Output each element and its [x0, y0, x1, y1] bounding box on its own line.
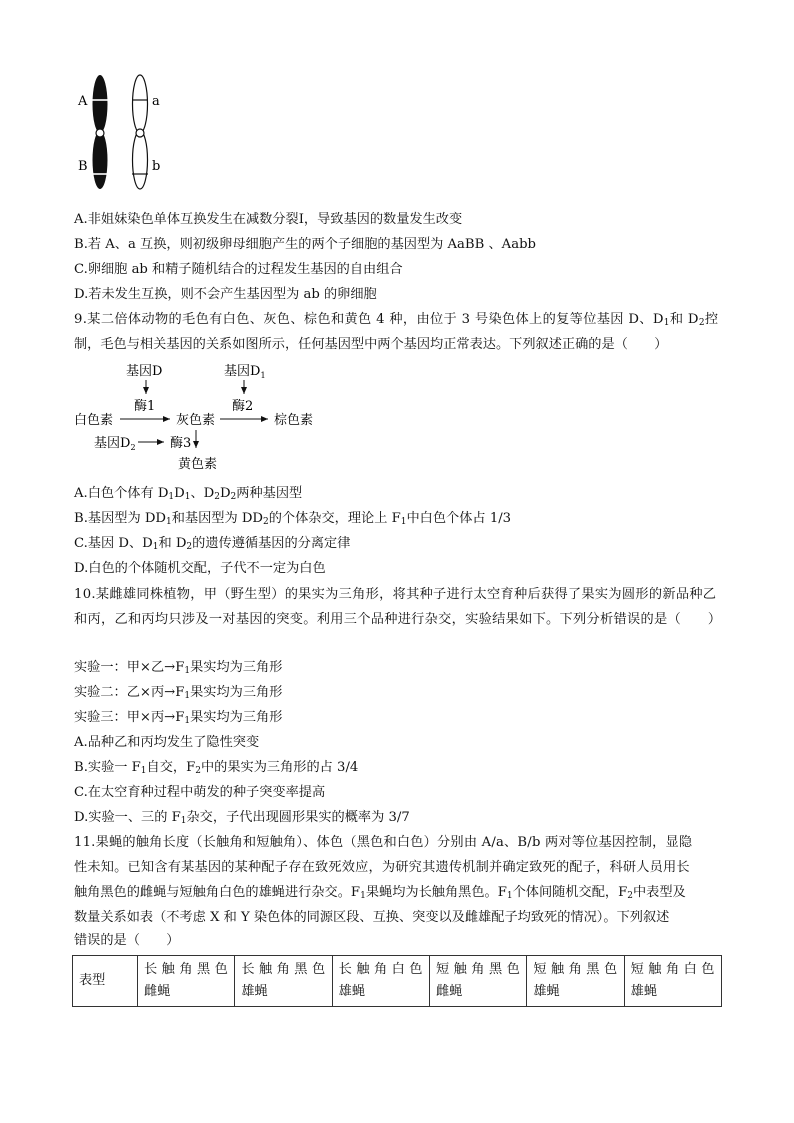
table-cell: 短触角黑色 雄蝇	[527, 956, 624, 1007]
table-cell: 长触角黑色 雌蝇	[138, 956, 235, 1007]
q9-stem-line2: 制，毛色与相关基因的关系如图所示，任何基因型中两个基因均正常表达。下列叙述正确的是（ ）	[74, 337, 668, 352]
gene-d1-label: 基因$D_1$	[224, 364, 266, 380]
enzyme1-label: 酶1	[134, 399, 156, 414]
q8-option-b: B.若 A、a 互换，则初级卵母细胞产生的两个子细胞的基因型为 AaBB 、Aabb	[74, 237, 536, 252]
q10-option-a: A.品种乙和丙均发生了隐性突变	[74, 735, 260, 750]
q9-option-d: D.白色的个体随机交配，子代不一定为白色	[74, 561, 326, 576]
q10-option-d: D.实验一、三的 $F_1$杂交，子代出现圆形果实的概率为 3/7	[74, 810, 410, 826]
label-a: a	[152, 94, 160, 109]
q10-experiment-3: 实验三：甲×丙$\to F_1$果实均为三角形	[74, 710, 283, 726]
gene-d-label: 基因D	[126, 364, 163, 379]
gene-d2-label: 基因$D_2$	[94, 436, 136, 452]
q8-option-d: D.若未发生互换，则不会产生基因型为 ab 的卵细胞	[74, 287, 377, 302]
table-cell: 短触角白色 雄蝇	[624, 956, 721, 1007]
label-b: b	[152, 159, 161, 174]
table-row	[73, 956, 722, 1007]
chromosome-right-bottom-arm	[133, 131, 148, 189]
q11-stem-line2: 性未知。已知含有某基因的某种配子存在致死效应，为研究其遗传机制并确定致死的配子，科研人员用长	[74, 860, 690, 875]
table-header-cell: 表型	[73, 956, 138, 1007]
enzyme3-label: 酶3	[170, 436, 192, 451]
table-cell: 短触角黑色 雌蝇	[429, 956, 526, 1007]
centromere-right	[136, 129, 144, 137]
white-pigment: 白色素	[74, 413, 114, 428]
q9-stem-line1: 9.某二倍体动物的毛色有白色、灰色、棕色和黄色 4 种，由位于 3 号染色体上的复等位基因 D、$D_1$和 $D_2$控	[74, 312, 719, 328]
chromosome-left-top-arm	[93, 75, 108, 133]
table-cell: 长触角黑色 雄蝇	[235, 956, 332, 1007]
chromosome-left-bottom-arm	[93, 131, 108, 189]
q8-option-a: A.非姐妹染色单体互换发生在减数分裂Ⅰ，导致基因的数量发生改变	[74, 212, 463, 227]
phenotype-table	[72, 955, 722, 1007]
q11-stem-line1: 11.果蝇的触角长度（长触角和短触角）、体色（黑色和白色）分别由 A/a、B/b 两对等位基因控制，显隐	[74, 835, 693, 850]
q8-option-c: C.卵细胞 ab 和精子随机结合的过程发生基因的自由组合	[74, 262, 403, 277]
q11-stem-line4: 数量关系如表（不考虑 X 和 Y 染色体的同源区段、互换、突变以及雌雄配子均致死的情况）。下列叙述	[74, 910, 670, 925]
brown-pigment: 棕色素	[274, 413, 314, 428]
chromosome-figure	[70, 72, 180, 192]
q11-stem-line3: 触角黑色的雌蝇与短触角白色的雄蝇进行杂交。$F_1$果蝇均为长触角黑色。$F_1$个体间随机交配，$F_2$中表型及	[74, 885, 686, 901]
enzyme2-label: 酶2	[232, 399, 254, 414]
pigment-pathway-diagram	[72, 360, 332, 475]
q10-experiment-1: 实验一：甲×乙$\to F_1$果实均为三角形	[74, 660, 283, 676]
chromosome-right-top-arm	[133, 75, 148, 133]
q9-option-b: B.基因型为 $DD_1$和基因型为 $DD_2$的个体杂交，理论上 $F_1$中白色个体占 1/3	[74, 511, 512, 527]
q11-stem-line5: 错误的是（ ）	[74, 933, 180, 948]
q9-option-c: C.基因 D、$D_1$和 $D_2$的遗传遵循基因的分离定律	[74, 536, 351, 552]
q10-option-b: B.实验一 $F_1$自交，$F_2$中的果实为三角形的占 3/4	[74, 760, 359, 776]
q10-option-c: C.在太空育种过程中萌发的种子突变率提高	[74, 785, 326, 800]
q10-experiment-2: 实验二：乙×丙$\to F_1$果实均为三角形	[74, 685, 283, 701]
q10-stem: 10.某雌雄同株植物，甲（野生型）的果实为三角形，将其种子进行太空育种后获得了果实为圆形的新品种乙和丙，乙和丙均只涉及一对基因的突变。利用三个品种进行杂交，实验结果如下。下列分析错误的是（ ）	[74, 587, 722, 627]
label-B: B	[78, 159, 88, 174]
grey-pigment: 灰色素	[176, 413, 216, 428]
yellow-pigment: 黄色素	[178, 457, 218, 472]
q9-option-a: A.白色个体有 $D_1D_1$、$D_2D_2$两种基因型	[74, 486, 303, 502]
table-cell: 长触角白色 雄蝇	[332, 956, 429, 1007]
centromere-left	[96, 129, 104, 137]
label-A: A	[78, 94, 88, 109]
